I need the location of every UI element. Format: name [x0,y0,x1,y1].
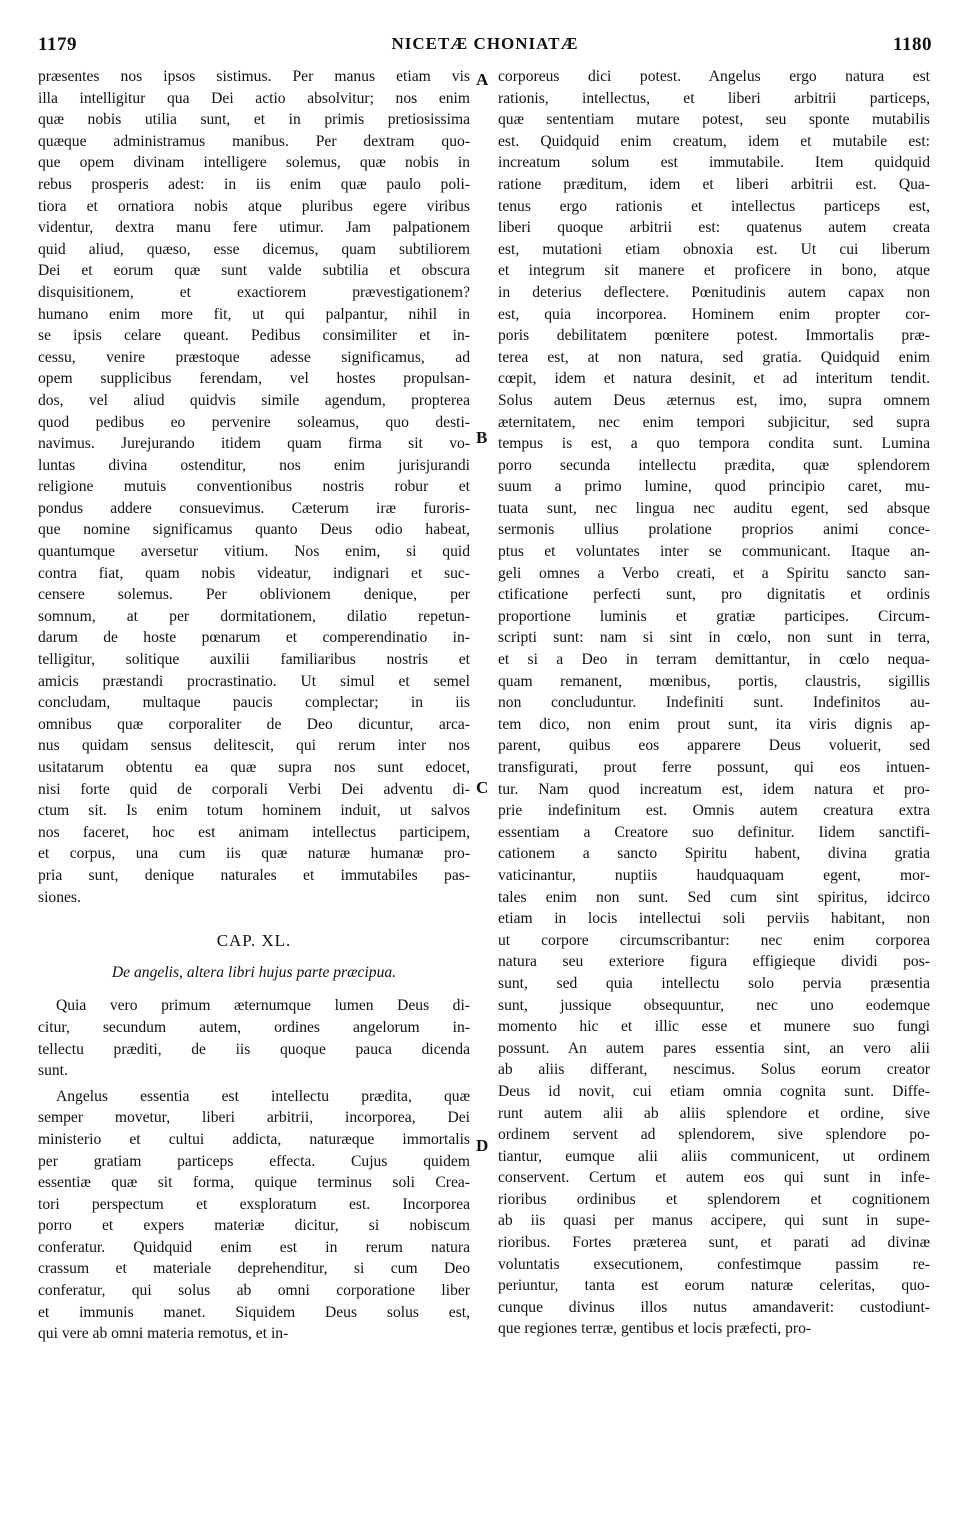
text-line: opem supplicibus ferendam, vel hostes propulsan- [38,370,470,388]
text-line: ut corpore circumscribantur: nec enim corporea [498,931,930,949]
margin-marker-c: C [476,778,489,797]
text-line: rioribus ordinibus et splendorem et cognitionem [498,1190,930,1208]
text-line: dos, vel aliud quidvis simile agendum, propterea [38,391,470,409]
text-line: pria sunt, denique naturales et immutabiles pas- [38,866,470,884]
text-line: prie indefinitum est. Omnis autem creatura extra [498,802,930,820]
margin-marker-d: D [476,1136,489,1155]
text-line: ordinem servent ad splendorem, sive splendore po- [498,1126,930,1144]
right-column-text [498,66,930,1340]
text-line: parent, quibus eos apparere Deus voluerit, sed [498,737,930,755]
text-line: liberi quoque arbitrii est: quatenus autem creata [498,219,930,237]
text-line: illa intelligitur qua Dei actio absolvitur; nos enim [38,89,470,107]
text-line: in deterius deflectere. Pœnitudinis autem capax non [498,283,930,301]
text-line: increatum solum est immutabile. Item quidquid [498,154,930,172]
text-line: cœpit, idem et natura desinit, et ad interitum tendit. [498,370,930,388]
text-line: et integrum sit manere et proficere in bono, atque [498,262,930,280]
text-line: porro et expers materiæ dicitur, si nobiscum [38,1217,470,1235]
text-line: suum a primo lumine, quod principio caret, mu- [498,478,930,496]
page-header [38,30,932,60]
text-line: luntas divina ostenditur, nos enim jurisjurandi [38,456,470,474]
text-line: quantumque aversetur vitium. Nos enim, si quid [38,543,470,561]
text-line: per gratiam particeps effecta. Cujus quidem [38,1152,470,1170]
text-line: scripti sunt: nam si sint in cœlo, non sunt in terra, [498,629,930,647]
text-line: censere solemus. Per oblivionem denique, per [38,586,470,604]
text-line: que opem divinam intelligere solemus, quæ nobis in [38,154,470,172]
text-line: ab aliis differant, nescimus. Solus eorum creator [498,1061,930,1079]
text-line: quæque administramus manibus. Per dextram quo- [38,132,470,150]
text-line: tiantur, eumque alii aliis communicent, ut ordinem [498,1147,930,1165]
text-line: ratione præditum, idem et liberi arbitrii est. Qua- [498,175,930,193]
text-line: tenus ergo rationis et intellectus particeps est, [498,197,930,215]
text-line: telligitur, solitique auxilii familiaribus nostris et [38,651,470,669]
text-line: ab iis quasi per manus accipere, qui sunt in supe- [498,1212,930,1230]
text-line: tiora et ornatiora nobis atque pluribus egere viribus [38,197,470,215]
text-line: conferatur. Quidquid enim est in rerum natura [38,1238,470,1256]
text-line: periuntur, tanta est eorum naturæ celeritas, quo- [498,1277,930,1295]
text-line: nus quidam sensus delitescit, qui rerum inter nos [38,737,470,755]
text-line: quæ sententiam mutare potest, seu sponte mutabilis [498,111,930,129]
text-line: pondus addere consuevimus. Cæterum iræ furoris- [38,499,470,517]
text-line: voluntatis exsecutionem, confestimque passim re- [498,1255,930,1273]
chapter-subtitle: De angelis, altera libri hujus parte præcipua. [111,963,397,981]
text-line: Dei et eorum quæ sunt valde subtilia et obscura [38,262,470,280]
text-line: que nomine significamus quanto Deus odio habeat, [38,521,470,539]
text-line: se ipsis celare queant. Pedibus consimiliter et in- [38,327,470,345]
text-line: cunque divinus illos nutus amandaverit: custodiunt- [498,1298,930,1316]
text-line: quam remanent, mœnibus, portis, claustris, sigillis [498,672,930,690]
text-line: essentiæ quæ sit forma, quique terminus soli Crea- [38,1174,470,1192]
text-line: sunt, jussique obsequuntur, nec uno eodemque [498,996,930,1014]
paragraph-3 [38,1086,470,1345]
text-line: ministerio et cultui addicta, naturæque immortalis [38,1130,470,1148]
right-column [498,66,930,1340]
text-line: et corpus, una cum iis quæ naturæ humanæ pro- [38,845,470,863]
text-line: æternitatem, nec enim tempori subjicitur, sed supra [498,413,930,431]
text-line: tempus is est, a quo tempora condita sunt. Lumina [498,435,930,453]
text-line: rioribus. Fortes præterea sunt, et parati ad divinæ [498,1234,930,1252]
text-line: omnibus quæ corporaliter de Deo dicuntur, arca- [38,715,470,733]
text-line: tuata sunt, nec lingua nec auditu egent, sed absque [498,499,930,517]
running-title: NICETÆ CHONIATÆ [391,34,579,53]
text-line: sermonis ullius prolatione proprios animi conce- [498,521,930,539]
left-column [38,66,470,1345]
text-line: siones. [38,888,81,906]
text-line: vaticinantur, nuptiis haudquaquam egent, mor- [498,866,930,884]
text-line: natura seu exteriore figura effigieque dividi pos- [498,953,930,971]
text-line: quod pedibus eo pervenire soleamus, quo desti- [38,413,470,431]
paragraph-1 [38,66,470,908]
text-line: amicis præstandi procrastinatio. Ut simul et semel [38,672,470,690]
text-line: geli omnes a Verbo creati, et a Spiritu sancto san- [498,564,930,582]
text-line: cessu, venire præstoque adesse significamus, ad [38,348,470,366]
text-line: qui vere ab omni materia remotus, et in- [38,1325,289,1343]
chapter-title: CAP. XL. [216,931,292,951]
text-line: proportione luminis et gratiæ participes. Circum- [498,607,930,625]
margin-marker-a: A [476,70,489,89]
text-line: poris debilitatem pœnitere potest. Immortalis præ- [498,327,930,345]
text-line: transfigurati, prout ferre possunt, qui eos intuen- [498,759,930,776]
paragraph-2 [38,995,470,1081]
text-line: tales enim non sunt. Sed cum sint spiritus, idcirco [498,888,930,906]
text-line: possunt. An autem pares essentia sint, an vero alii [498,1039,930,1057]
text-line: concludam, multaque paucis complectar; in iis [38,694,470,712]
text-line: est, mutationi etiam obnoxia est. Ut cui liberum [498,240,930,258]
text-line: etiam in locis intellectui soli perviis habitant, non [498,910,930,928]
text-line: videntur, dextra manu fere utimur. Jam palpationem [38,219,470,237]
text-line: momento hic et illic esse et munere suo fungi [498,1018,930,1036]
text-line: et si a Deo in terram demittantur, in cœlo nequa- [498,651,930,669]
text-line: conferatur, qui solus ab omni corporatione liber [38,1282,470,1300]
text-line: darum de hoste pœnarum et comperendinatio in- [38,629,470,647]
text-line: navimus. Jurejurando itidem quam firma sit vo- [38,435,470,453]
text-line: ptus et voluntates inter se communicant. Itaque an- [498,543,930,561]
text-line: crassum et materiale deprehenditur, si cum Deo [38,1260,470,1278]
text-line: humano enim more fit, ut qui palpantur, nihil in [38,305,470,323]
text-line: corporeus dici potest. Angelus ergo natura est [498,68,930,85]
text-line: rationis, intellectus, et liberi arbitrii particeps, [498,89,930,107]
page-number-left: 1179 [38,34,77,55]
text-line: tem dico, non enim prout sunt, ita viris dignis ap- [498,715,930,733]
text-line: ctum sit. Is enim totum hominem induit, ut salvos [38,802,470,820]
text-line: nos faceret, hoc est animam intellectus participem, [38,823,470,841]
text-line: est, quia incorporea. Hominem enim propter cor- [498,305,930,323]
text-line: terea est, at non natura, sed gratia. Quidquid enim [498,348,930,366]
text-line: runt autem alii ab aliis splendore et ordine, sive [498,1104,930,1122]
text-line: tur. Nam quod increatum est, idem natura et pro- [498,780,930,798]
text-line: essentiam a Creatore suo definitur. Iidem sanctifi- [498,823,930,841]
text-line: sunt, sed quia intellectu solo pervia præsentia [498,974,930,992]
text-line: Angelus essentia est intellectu prædita, quæ [56,1087,470,1105]
text-line: et immunis manet. Siquidem Deus solus est, [38,1303,470,1321]
text-line: disquisitionem, et exactiorem prævestigationem? [38,283,470,301]
text-line: cationem a sancto Spiritu habent, divina gratia [498,845,930,863]
text-line: quæ nobis utilia sunt, et in primis pretiosissima [38,111,470,129]
page-number-right: 1180 [893,34,932,55]
text-line: porro secunda intellectu prædita, quæ splendorem [498,456,930,474]
text-line: tellectu præditi, de iis quoque pauca dicenda [38,1040,470,1058]
text-line: somnum, at per dormitationem, dilatio repetun- [38,607,470,625]
text-line: religione mutuis conventionibus nostris robur et [38,478,470,496]
text-line: citur, secundum autem, ordines angelorum in- [38,1018,470,1036]
text-line: ctificatione perfecti sunt, pro dignitatis et ordinis [498,586,930,604]
text-line: Quia vero primum æternumque lumen Deus di- [56,997,470,1015]
text-line: que regiones terræ, gentibus et locis præfecti, pro- [498,1320,812,1338]
text-line: præsentes nos ipsos sistimus. Per manus etiam vis [38,68,470,85]
text-line: Deus id novit, cui etiam omnia cognita sunt. Diffe- [498,1082,930,1100]
text-line: contra fiat, quam nobis videatur, indignari et suc- [38,564,470,582]
text-line: quid aliud, quæso, esse dicemus, quam subtiliorem [38,240,470,258]
text-line: conservent. Certum et autem eos qui sunt in infe- [498,1169,930,1187]
text-line: tori perspectum et exsploratum est. Incorporea [38,1195,470,1213]
text-line: semper movetur, liberi arbitrii, incorporea, Dei [38,1109,470,1127]
margin-marker-b: B [476,428,488,447]
text-line: sunt. [38,1062,68,1080]
text-line: rebus prosperis adest: in iis enim quæ paulo poli- [38,175,470,193]
text-line: nisi forte quid de corporali Verbi Dei adventu di- [38,780,470,798]
text-line: est. Quidquid enim creatum, idem et mutabile est: [498,132,930,150]
text-line: Solus autem Deus æternus est, imo, supra omnem [498,391,930,409]
text-line: usitatarum obtentu ea quæ supra nos sunt edocet, [38,759,470,776]
text-line: non concluduntur. Indefiniti sunt. Indefinitos au- [498,694,930,712]
